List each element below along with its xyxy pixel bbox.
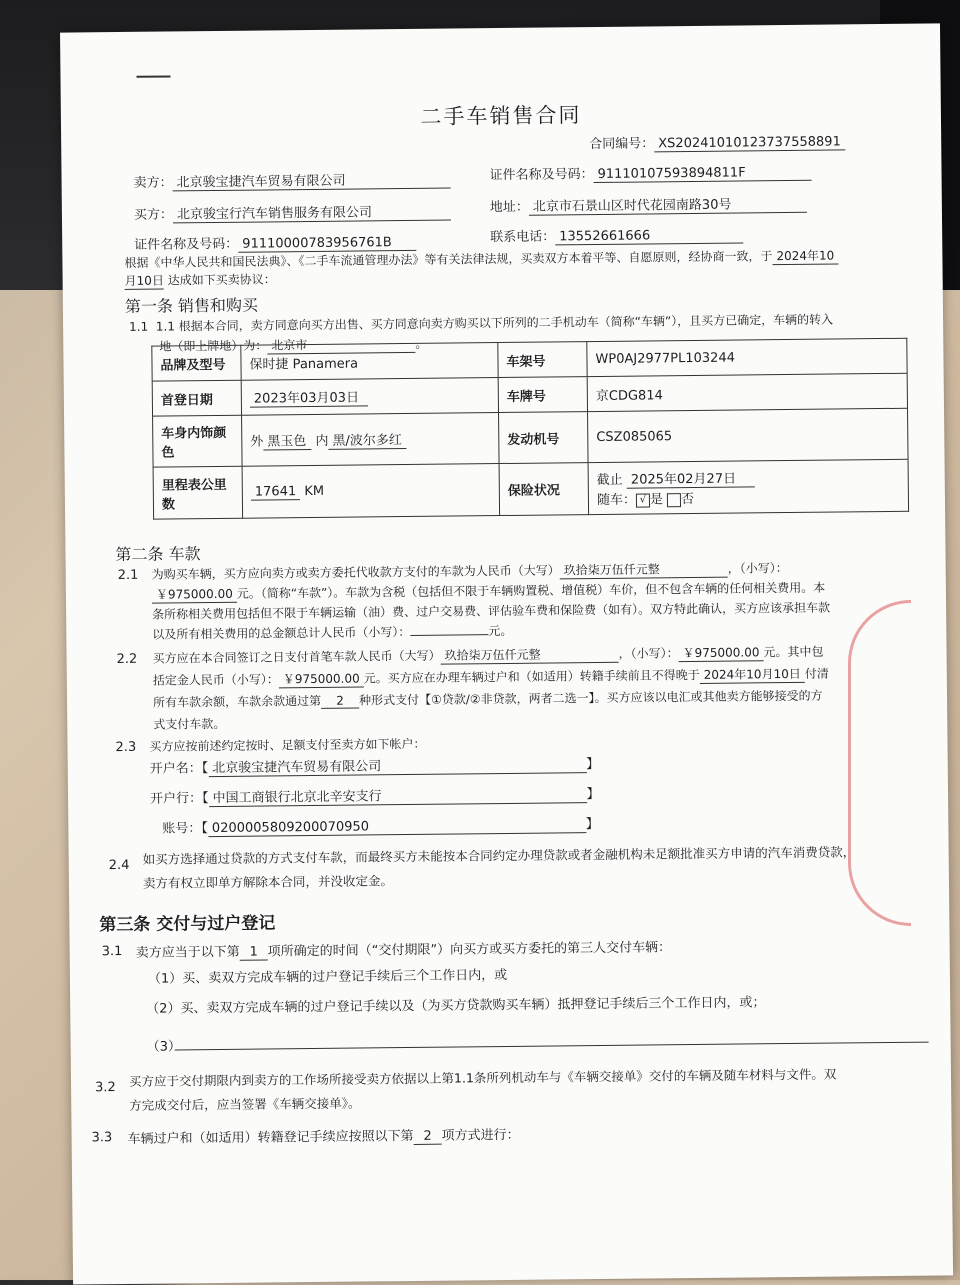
clause-2-3-no: 2.3 [115,739,137,756]
buyer-row: 买方： 北京骏宝行汽车销售服务有限公司 [134,201,451,224]
staple-mark [136,75,170,77]
clause-2-1-l3: 条所称相关费用包括但不限于车辆运输（油）费、过户交易费、评估验车费和保险费（如有）。双方特此确认，买方应该承担车款 [152,600,831,622]
account-bank-row: 开户行：【 中国工商银行北京北辛安支行 】 [150,783,600,808]
preamble-2: 月10日 达成如下买卖协议： [124,272,276,288]
reg-date-value: 2023年03月03日 [241,378,498,416]
insurance-label: 保险状况 [499,463,589,516]
buyer-id-row: 证件名称及号码： 91110000783956761B [134,231,416,254]
clause-3-2-l1: 买方应于交付期限内到卖方的工作场所接受卖方依据以上第1.1条所列机动车与《车辆交接单》交付的车辆及随车材料与文件。双 [128,1066,837,1089]
article-2-title: 第二条 车款 [115,544,201,565]
insurance-no-checkbox[interactable] [667,493,681,507]
clause-1-1: 1.1 1.1 根据本合同，卖方同意向买方出售、买方同意向卖方购买以下所列的二手机动车（简称“车辆”），且买方已确定，车辆的转入 [129,312,834,334]
phone-row: 联系电话： 13552661666 [490,223,743,246]
mileage-value: 17641 KM [242,464,500,519]
engine-value: CSZ085065 [588,408,909,462]
clause-3-3-l1: 车辆过户和（如适用）转籍登记手续应按照以下第 2 项方式进行： [127,1127,520,1147]
clause-3-1-option-2: （2）买、卖双方完成车辆的过户登记手续以及（为买方贷款购买车辆）抵押登记手续后三个工作日内，或； [146,995,766,1017]
clause-3-1-option-3: （3） [146,1039,182,1055]
insurance-yes-checkbox[interactable]: √ [636,493,650,507]
clause-3-2-no: 3.2 [94,1080,116,1096]
clause-1-1-city: 地（即上牌地）为： 北京市 。 [159,336,428,354]
color-value: 外 黑玉色 内 黑/波尔多红 [242,413,500,467]
clause-2-2-l1: 买方应在本合同签订之日支付首笔车款人民币（大写） 玖拾柒万伍仟元整 ，（小写）： ￥975000.00 元。其中包 [152,644,824,666]
reg-date-label: 首登日期 [152,380,241,416]
vehicle-table [151,338,909,520]
vin-value: WP0AJ2977PL103244 [587,338,907,376]
clause-2-3-l1: 买方应按前述约定按时、足额支付至卖方如下帐户： [149,736,426,754]
insurance-value: 截止 2025年02月27日 随车： √ 是 否 [588,459,909,514]
clause-2-4-l2: 卖方有权立即单方解除本合同，并没收定金。 [142,873,394,891]
clause-2-2-l4: 式支付车款。 [153,716,226,732]
clause-3-1-no: 3.1 [101,944,123,960]
red-seal-stamp [848,600,911,926]
clause-2-4-l1: 如买方选择通过贷款的方式支付车款，而最终买方未能按本合同约定办理贷款或者金融机构未足额批准买方申请的汽车消费贷款， [142,844,856,867]
plate-label: 车牌号 [498,377,587,413]
contract-page [60,23,953,1284]
account-name-row: 开户名：【 北京骏宝捷汽车贸易有限公司 】 [150,753,600,778]
address-row: 地址： 北京市石景山区时代花园南路30号 [490,193,807,216]
clause-2-1-l1: 为购买车辆，买方应向卖方或卖方委托代收款方支付的车款为人民币（大写） 玖拾柒万伍仟元整 ，（小写）： [151,561,788,582]
plate-value: 京CDG814 [587,373,907,411]
clause-3-3-no: 3.3 [91,1130,113,1146]
mileage-label: 里程表公里数 [153,466,243,519]
brand-value: 保时捷 Panamera [241,343,498,381]
color-label: 车身内饰颜色 [153,415,243,467]
clause-2-1-l4: 以及所有相关费用的总金额总计人民币（小写）： 元。 [152,623,513,642]
clause-2-1-no: 2.1 [117,567,139,584]
contract-number: 合同编号： XS20241010123737558891 [589,130,845,153]
seller-row: 卖方： 北京骏宝捷汽车贸易有限公司 [133,169,450,192]
vin-label: 车架号 [498,342,587,378]
clause-2-2-l2: 括定金人民币（小写）： ￥975000.00 元。买方应在办理车辆过户和（如适用）转籍手续前且不得晚于 2024年10月10日 付清 [152,666,829,688]
clause-2-1-l2: ￥975000.00 元。（简称“车款”）。车款为含税（包括但不限于车辆购置税、增值税）车价，但不包含车辆的任何相关费用。本 [152,579,826,604]
brand-label: 品牌及型号 [152,345,241,381]
page-title: 二手车销售合同 [420,103,582,129]
clause-3-1-l1: 卖方应当于以下第 1 项所确定的时间（“交付期限”）向买方或买方委托的第三人交付车辆： [135,940,672,961]
engine-label: 发动机号 [499,412,589,464]
article-3-title: 第三条 交付与过户登记 [99,913,276,936]
clause-2-4-no: 2.4 [108,857,130,874]
clause-2-2-no: 2.2 [116,651,138,668]
clause-3-2-l2: 方完成交付后，应当签署《车辆交接单》。 [129,1095,361,1113]
clause-2-2-l3: 所有车款余额，车款余款通过第 2 种形式支付【①贷款/②非贷款，两者二选一】。买方应该以电汇或其他卖方能够接受的方 [152,688,823,710]
account-number-row: 账号：【 0200005809200070950 】 [162,817,599,837]
article-1-title: 第一条 销售和购买 [124,295,259,316]
clause-3-1-option-3-line [175,1042,929,1051]
preamble: 根据《中华人民共和国民法典》、《二手车流通管理办法》等有关法律法规，买卖双方本着平等、自愿原则，经协商一致，于 2024年10 [124,246,838,271]
seller-id-row: 证件名称及号码： 91110107593894811F [489,161,811,184]
clause-3-1-option-1: （1）买、卖双方完成车辆的过户登记手续后三个工作日内，或 [147,967,508,987]
